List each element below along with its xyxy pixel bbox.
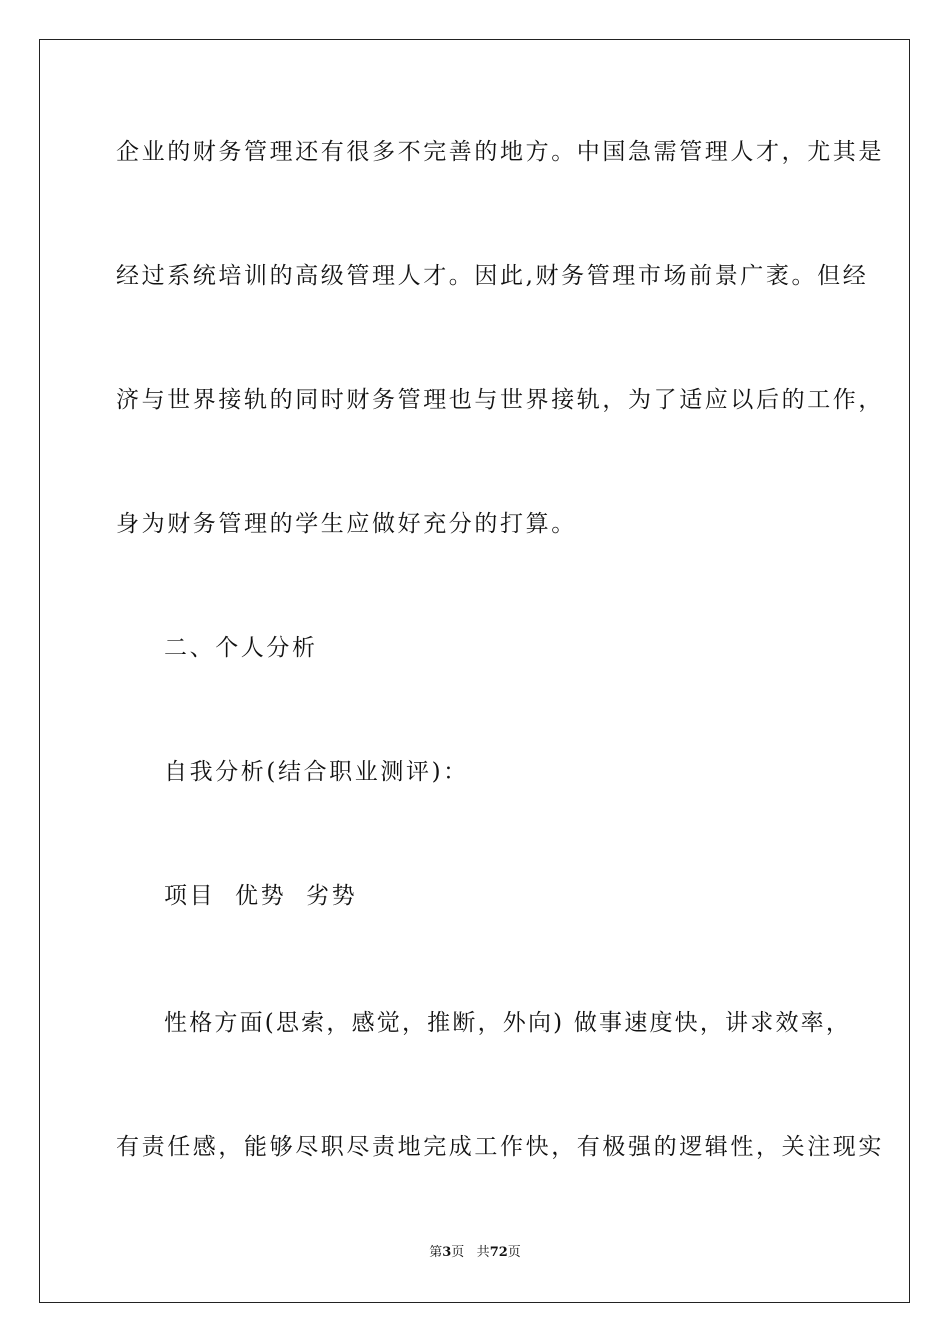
page-footer (0, 1244, 950, 1262)
page-frame (39, 39, 910, 1303)
footer-page-prefix: 第 (429, 1245, 443, 1260)
paragraph-line-1: 企业的财务管理还有很多不完善的地方。中国急需管理人才，尤其是 (116, 139, 884, 165)
paragraph-line-3: 济与世界接轨的同时财务管理也与世界接轨，为了适应以后的工作， (116, 387, 884, 413)
footer-total-suffix: 页 (507, 1245, 521, 1260)
footer-page-suffix: 页 (451, 1245, 465, 1260)
footer-total-prefix: 共 (476, 1245, 490, 1260)
section-heading: 二、个人分析 (164, 635, 318, 661)
footer-total-number: 72 (489, 1245, 508, 1260)
self-analysis-label: 自我分析(结合职业测评)： (164, 759, 469, 785)
personality-line: 性格方面(思索，感觉，推断，外向) 做事速度快，讲求效率， (164, 1010, 852, 1036)
paragraph-line-2: 经过系统培训的高级管理人才。因此,财务管理市场前景广袤。但经 (116, 263, 869, 289)
continuation-line: 有责任感，能够尽职尽责地完成工作快，有极强的逻辑性，关注现实 (116, 1134, 884, 1160)
paragraph-line-4: 身为财务管理的学生应做好充分的打算。 (116, 511, 577, 537)
table-header-line: 项目 优势 劣势 (164, 883, 358, 909)
footer-page-number: 3 (442, 1245, 452, 1260)
